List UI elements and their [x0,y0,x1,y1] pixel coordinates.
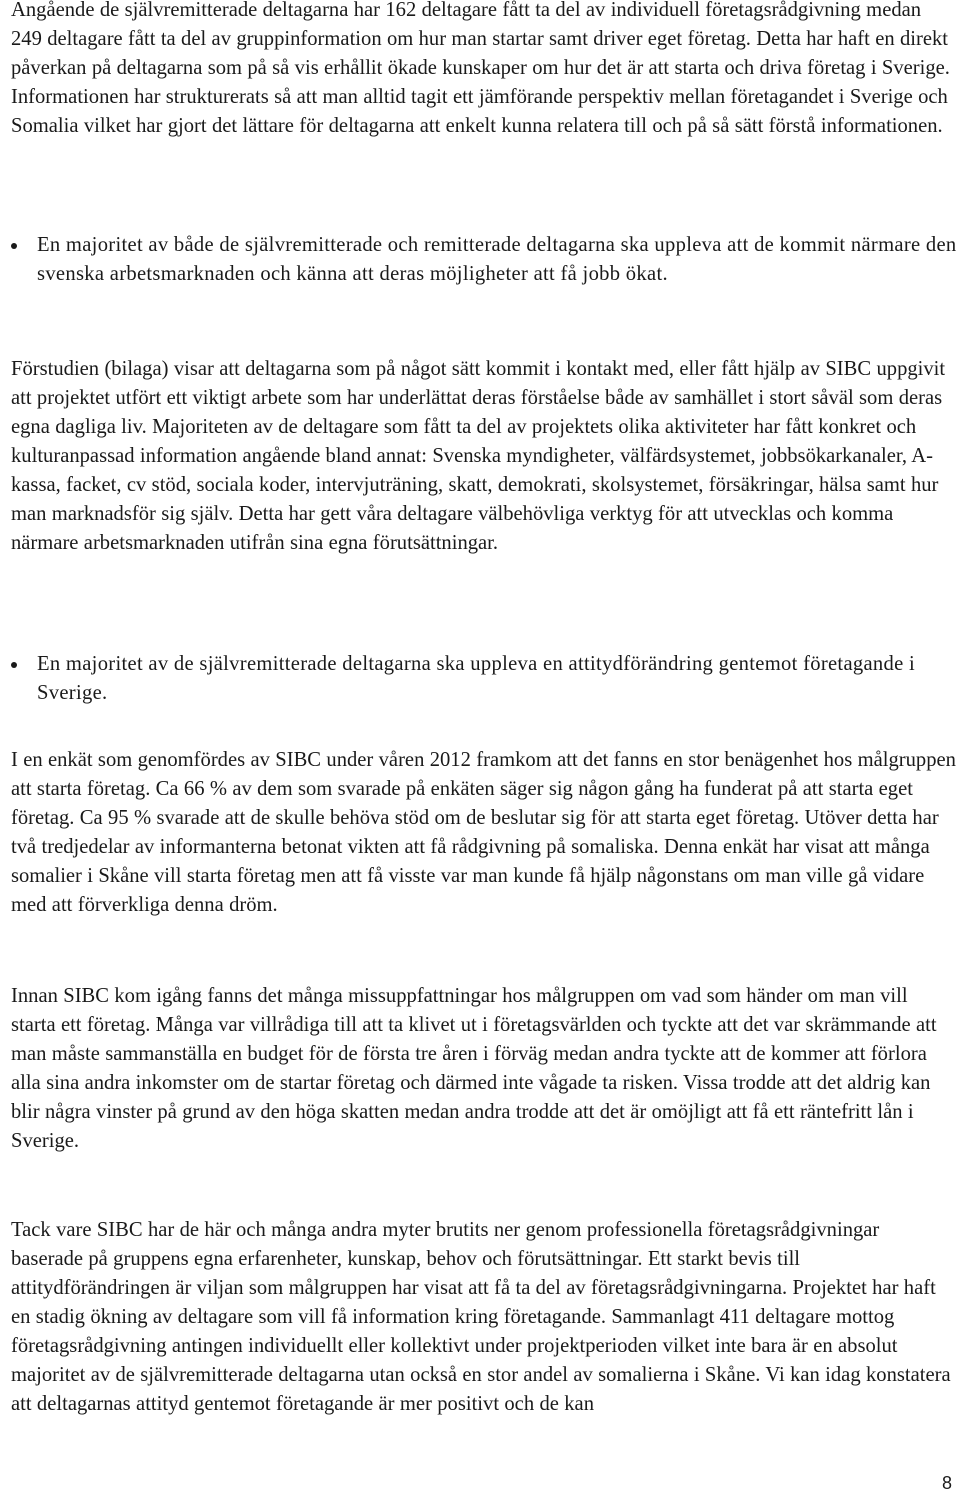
bullet-text: En majoritet av både de självremitterade och remitterade deltagarna ska uppleva att de kommit närmare den svenska arbetsmarknaden och känna att deras möjligheter att få jobb ökat. [37,234,957,285]
body-paragraph: Tack vare SIBC har de här och många andra myter brutits ner genom professionella företagsrådgivningar baserade på gruppens egna erfarenheter, kunskap, behov och förutsättningar. Ett starkt bevis till attitydförändringen är viljan som målgruppen har visat att få ta del av företagsrådgivningarna. Projektet har haft en stadig ökning av deltagare som vill få information kring företagande. Sammanlagt 411 deltagare mottog företagsrådgivning antingen individuellt eller kollektivt under projektperioden vilket inte bara är en absolut majoritet av de självremitterade deltagarna utan också en stor andel av somalierna i Skåne. Vi kan idag konstatera att deltagarnas attityd gentemot företagande är mer positivt och de kan [11,1219,951,1415]
page-number: 8 [941,1473,952,1493]
body-paragraph: Förstudien (bilaga) visar att deltagarna som på något sätt kommit i kontakt med, eller fått hjälp av SIBC uppgivit att projektet utfört ett viktigt arbete som har underlättat deras förståelse både av samhället i stort såväl som deras egna dagliga liv. Majoriteten av de deltagare som fått ta del av projektets olika aktiviteter har fått konkret och kulturanpassad information angående bland annat: Svenska myndigheter, välfärdsystemet, jobbsökarkanaler, A-kassa, facket, cv stöd, sociala koder, intervjuträning, skatt, demokrati, skolsystemet, försäkringar, hälsa samt hur man marknadsför sig själv. Detta har gett våra deltagare välbehövliga verktyg för att utvecklas och komma närmare arbetsmarknaden utifrån sina egna förutsättningar. [11,358,946,554]
body-paragraph: I en enkät som genomfördes av SIBC under våren 2012 framkom att det fanns en stor benägenhet hos målgruppen att starta företag. Ca 66 % av dem som svarade på enkäten säger sig någon gång ha funderat på att starta eget företag. Ca 95 % svarade att de skulle behöva stöd om de beslutar sig för att starta eget företag. Utöver detta har två tredjedelar av informanterna betonat vikten att få rådgivning på somaliska. Denna enkät har visat att många somalier i Skåne vill starta företag men att få visste var man kunde få hjälp någonstans om man ville gå vidare med att förverkliga denna dröm. [11,749,956,916]
bullet-item [11,650,960,708]
body-paragraph: Angående de självremitterade deltagarna har 162 deltagare fått ta del av individuell företagsrådgivning medan 249 deltagare fått ta del av gruppinformation om hur man startar samt driver eget företag. Detta har haft en direkt påverkan på deltagarna som på så vis erhållit ökade kunskaper om hur det är att starta och driva företag i Sverige. Informationen har strukturerats så att man alltid tagit ett jämförande perspektiv mellan företagandet i Sverige och Somalia vilket har gjort det lättare för deltagarna att enkelt kunna relatera till och på så sätt förstå informationen. [11,0,950,137]
body-paragraph: Innan SIBC kom igång fanns det många missuppfattningar hos målgruppen om vad som händer om man vill starta ett företag. Många var villrådiga till att ta klivet ut i företagsvärlden och tyckte att det var skrämmande att man måste sammanställa en budget för de första tre åren i förväg medan andra tyckte att de kommer att förlora alla sina andra inkomster om de startar företag och därmed inte vågade ta risken. Vissa trodde att det aldrig kan blir några vinster på grund av den höga skatten medan andra trodde att det är omöjligt att få ett räntefritt lån i Sverige. [11,985,937,1152]
bullet-item [11,231,960,289]
bullet-icon [11,662,17,668]
bullet-text: En majoritet av de självremitterade deltagarna ska uppleva en attitydförändring gentemot företagande i Sverige. [37,653,916,704]
bullet-icon [11,243,17,249]
